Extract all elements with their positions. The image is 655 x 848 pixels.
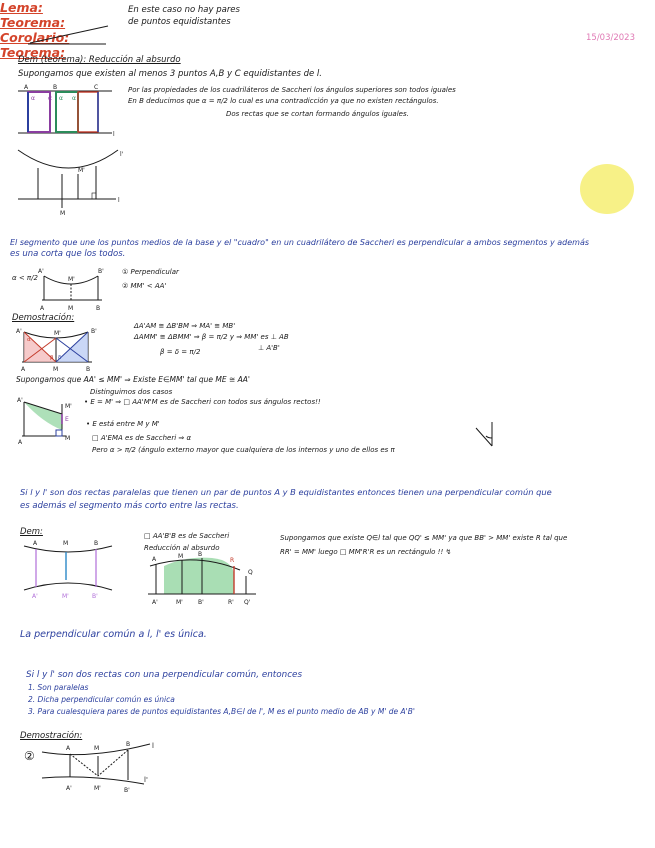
corolario-text: La perpendicular común a l, l' es única. <box>20 629 207 640</box>
teorema2-item-1: 1. Son paralelas <box>28 683 89 692</box>
teorema1-mid-2: Reducción al absurdo <box>144 544 220 552</box>
dem-lema-case-figure <box>16 396 76 446</box>
dem-lema-eq3: β = δ = π/2 <box>160 348 201 356</box>
lema-fig-label-a: A <box>40 305 45 312</box>
date-label: 15/03/2023 <box>586 33 635 43</box>
dem1-line1: Supongamos que existen al menos 3 puntos A,B y C equidistantes de l. <box>18 69 322 79</box>
teorema1-abs-label-m: M <box>178 553 184 560</box>
angle-sketch <box>470 420 498 448</box>
dem-lema-eq4: ⊥ A'B' <box>258 344 280 352</box>
dem1-note1: Por las propiedades de los cuadriláteros de Saccheri los ángulos superiores son todos iguales <box>128 86 456 94</box>
teorema1-fig-label-a: A <box>33 540 38 547</box>
dem2-fig-label-b: B <box>126 741 131 748</box>
teorema1-abs-label-mp: M' <box>176 599 183 606</box>
dem-lema-fig-label-mp: M' <box>54 330 61 337</box>
dem-lema-fig-label-a: A <box>21 366 26 373</box>
dem-lema-distinguish: Distinguimos dos casos <box>90 388 173 396</box>
teorema1-abs-label-q: Q <box>248 569 253 576</box>
teorema2-text: Si l y l' son dos rectas con una perpendicular común, entonces <box>26 670 303 680</box>
dem-lema-case-fig-ap: A' <box>17 397 23 404</box>
dem-lema-case-2c: Pero α > π/2 (ángulo externo mayor que cualquiera de los internos y uno de ellos es π <box>92 446 395 454</box>
dem-lema-case-fig-e: E <box>65 416 69 423</box>
dem-lema-fig-alpha: α <box>27 337 31 343</box>
teorema2-item-2: 2. Dicha perpendicular común es única <box>28 695 175 704</box>
teorema1-right-1: Supongamos que existe Q∈l tal que QQ' ≤ MM' ya que BB' > MM' existe R tal que <box>280 534 568 542</box>
lema-fig-label-mp: M' <box>68 276 75 283</box>
intro-note-line-1: En este caso no hay pares <box>128 5 240 15</box>
dem-lema-case-1: • E = M' ⇒ □ AA'M'M es de Saccheri con todos sus ángulos rectos!! <box>84 398 321 406</box>
dem1-note2: En B deducimos que α = π/2 lo cual es una contradicción ya que no existen rectángulos. <box>128 97 439 105</box>
dem2-fig-label-m: M <box>94 745 100 752</box>
dem-lema-case-fig-a: A <box>18 439 23 446</box>
dem-lema-case-2: • E está entre M y M' <box>86 420 160 428</box>
dem1-fig2-label-m: M <box>60 210 66 217</box>
lema-fig-label-m: M <box>68 305 74 312</box>
dem-lema-eq1: ΔA'AM ≅ ΔB'BM ⇒ MA' ≅ MB' <box>134 322 236 330</box>
teorema1-fig-label-b: B <box>94 540 99 547</box>
dem1-fig-label-b: B <box>53 84 58 91</box>
lema-item-2: ② MM' < AA' <box>122 282 167 290</box>
dem1-fig2-label-l: l <box>118 197 120 204</box>
dem2-heading: Demostración: <box>20 731 83 741</box>
dem2-fig-label-ap: A' <box>66 785 72 792</box>
lema-heading: Lema: <box>0 0 43 15</box>
dem-lema-heading: Demostración: <box>12 313 75 323</box>
dem1-fig2-label-mp: M' <box>78 167 85 174</box>
dem-lema-eq2: ΔAMM' ≅ ΔBMM' ⇒ β = π/2 y ⇒ MM' es ⊥ AB <box>134 333 289 341</box>
teorema1-fig-label-mp: M' <box>62 593 69 600</box>
lema-fig-label-b: B <box>96 305 101 312</box>
teorema1-fig-label-bp: B' <box>92 593 98 600</box>
dem-lema-fig-label-b: B <box>86 366 91 373</box>
lema-fig-label-ap: A' <box>38 268 44 275</box>
dem2-fig-label-a: A <box>66 745 71 752</box>
teorema1-text-1: Si l y l' son dos rectas paralelas que tienen un par de puntos A y B equidistantes entonces tienen una perpendicular común que <box>20 487 552 497</box>
teorema1-abs-label-bp: B' <box>198 599 204 606</box>
dem1-fig-angle-4: α <box>72 95 76 102</box>
dem-lema-fig-beta: β <box>50 355 54 361</box>
dem2-number: ② <box>24 749 35 763</box>
dem-lema-figure <box>14 326 100 372</box>
dem1-fig-angle-3: α <box>59 95 63 102</box>
lema-text-2: es una corta que los todos. <box>10 249 126 259</box>
intro-lines-figure <box>26 24 116 50</box>
dem-lema-fig-label-bp: B' <box>91 328 97 335</box>
lema-saccheri-figure <box>38 264 108 312</box>
dem1-note3: Dos rectas que se cortan formando ángulos iguales. <box>226 110 409 118</box>
teorema1-mid-1: □ AA'B'B es de Saccheri <box>144 532 230 540</box>
teorema1-right-2: RR' = MM' luego □ MM'R'R es un rectángulo !! ↯ <box>280 548 452 556</box>
teorema1-heading: Teorema: <box>0 15 66 30</box>
dem2-figure <box>40 738 164 800</box>
dem1-fig2-label-lp: l' <box>120 151 124 158</box>
dem1-fig-label-l: l <box>113 131 115 138</box>
teorema1-dem-heading: Dem: <box>20 527 43 537</box>
dem1-fig-label-a: A <box>24 84 29 91</box>
dem2-fig-label-lp: l' <box>144 776 148 784</box>
dem1-saccheri-figure <box>16 86 118 142</box>
dem2-fig-label-mp: M' <box>94 785 101 792</box>
dem-lema-fig-label-ap: A' <box>16 328 22 335</box>
dem1-fig-label-c: C <box>94 84 99 91</box>
dem-lema-fig-delta: δ <box>58 355 62 361</box>
teorema1-text-2: es además el segmento más corto entre las rectas. <box>20 501 239 511</box>
teorema1-abs-label-qp: Q' <box>244 599 251 606</box>
dem1-curve-figure <box>14 146 124 217</box>
dem-lema-case-2b: □ A'EMA es de Saccheri ⇒ α <box>92 434 192 442</box>
dem-lema-suppose: Supongamos que AA' ≤ MM' ⇒ Existe E∈MM' tal que ME ≅ AA' <box>16 375 250 384</box>
teorema1-abs-label-ap: A' <box>152 599 158 606</box>
teorema1-absurd-figure <box>146 552 264 608</box>
dem2-fig-label-bp: B' <box>124 787 130 794</box>
teorema1-fig-label-m: M <box>63 540 69 547</box>
teorema1-abs-label-r: R <box>230 557 235 564</box>
lema-fig-label-bp: B' <box>98 268 104 275</box>
intro-note-line-2: de puntos equidistantes <box>128 17 231 27</box>
lema-condition: α < π/2 <box>12 274 38 282</box>
teorema1-fig-label-ap: A' <box>32 593 38 600</box>
teorema2-item-3: 3. Para cualesquiera pares de puntos equidistantes A,B∈l de l', M es el punto medio de AB y M' de A'B' <box>28 707 415 716</box>
lema-text-1: El segmento que une los puntos medios de la base y el "cuadro" en un cuadrilátero de Saccheri es perpendicular a ambos segmentos y además <box>10 238 590 247</box>
dem2-fig-label-l: l <box>152 742 154 750</box>
dem1-fig-angle-2: α <box>48 95 52 102</box>
corolario-heading: Corolario: <box>0 30 70 45</box>
teorema1-abs-label-rp: R' <box>228 599 234 606</box>
dem-lema-fig-label-m: M <box>53 366 59 373</box>
teorema2-heading: Teorema: <box>0 45 66 60</box>
teorema1-abs-label-b: B <box>198 551 203 558</box>
dem1-heading: Dem (teorema): Reducción al absurdo <box>18 55 181 65</box>
teorema1-abs-label-a: A <box>152 556 157 563</box>
highlight-blob <box>580 164 634 214</box>
lema-item-1: ① Perpendicular <box>122 268 179 276</box>
dem-lema-case-fig-m: M <box>65 435 71 442</box>
teorema1-dem-figure <box>20 536 116 602</box>
dem1-fig-angle-1: α <box>31 95 35 102</box>
dem-lema-case-fig-mp: M' <box>65 403 72 410</box>
